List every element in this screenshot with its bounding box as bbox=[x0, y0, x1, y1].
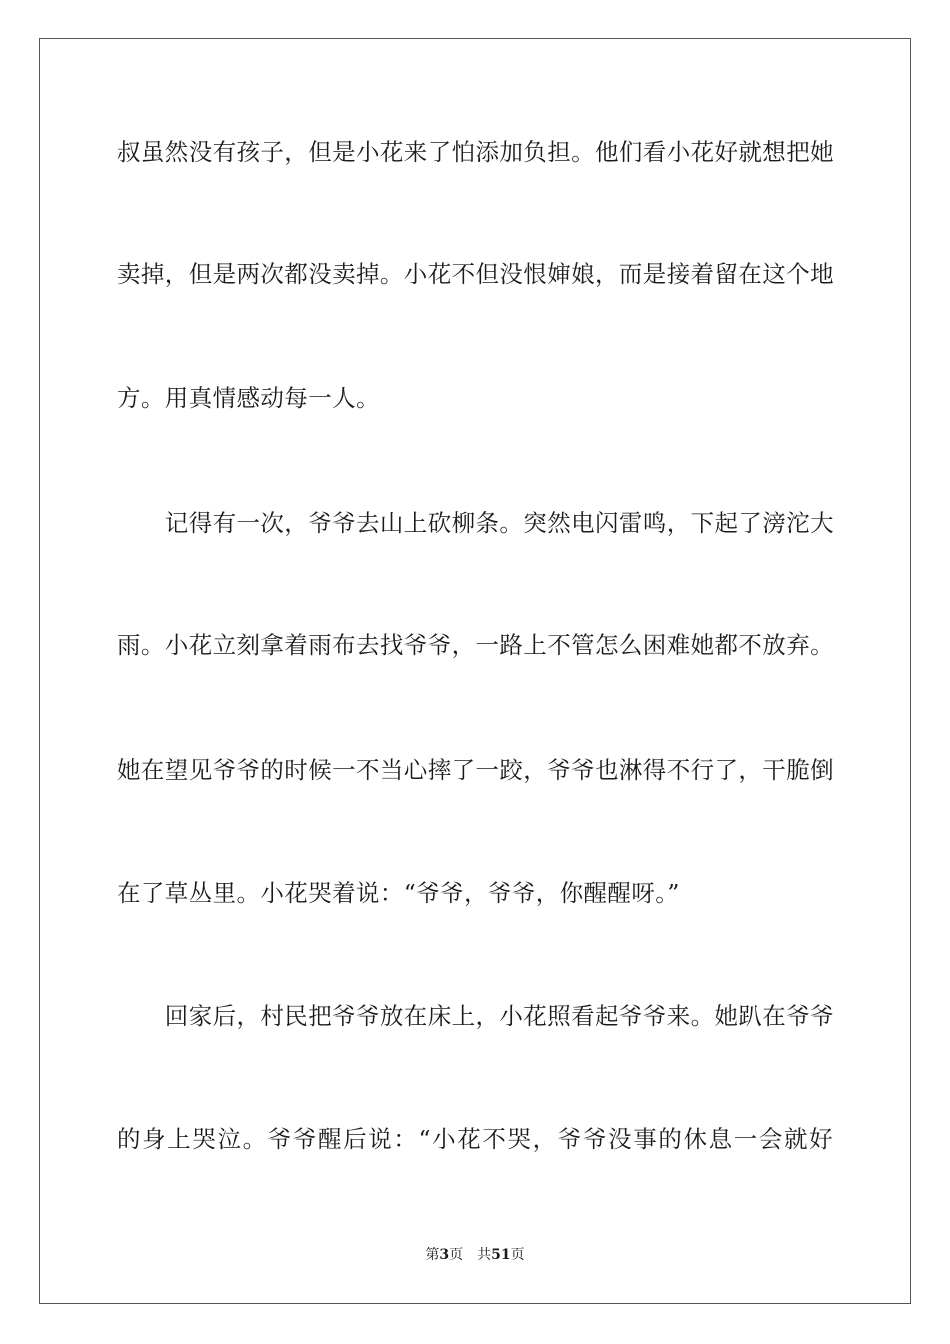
text-line-7: 在了草丛里。小花哭着说：“爷爷，爷爷，你醒醒呀。” bbox=[117, 879, 680, 907]
page-number: 3 bbox=[439, 1247, 450, 1263]
page-suffix: 页 bbox=[449, 1247, 464, 1263]
total-pages: 51 bbox=[491, 1247, 511, 1263]
total-prefix: 共 bbox=[477, 1247, 492, 1263]
text-line-9: 的身上哭泣。爷爷醒后说：“小花不哭，爷爷没事的休息一会就好 bbox=[117, 1125, 833, 1153]
text-line-3: 方。用真情感动每一人。 bbox=[117, 384, 380, 412]
text-line-2: 卖掉，但是两次都没卖掉。小花不但没恨婶娘，而是接着留在这个地 bbox=[117, 260, 834, 288]
page-prefix: 第 bbox=[425, 1247, 440, 1263]
page-border bbox=[39, 38, 911, 1304]
text-line-6: 她在望见爷爷的时候一不当心摔了一跤，爷爷也淋得不行了，干脆倒 bbox=[117, 756, 834, 784]
page-footer bbox=[0, 1246, 950, 1264]
text-line-4: 记得有一次，爷爷去山上砍柳条。突然电闪雷鸣，下起了滂沱大 bbox=[117, 509, 834, 537]
text-line-5: 雨。小花立刻拿着雨布去找爷爷，一路上不管怎么困难她都不放弃。 bbox=[117, 631, 834, 659]
text-line-1: 叔虽然没有孩子，但是小花来了怕添加负担。他们看小花好就想把她 bbox=[117, 138, 834, 166]
text-line-8: 回家后，村民把爷爷放在床上，小花照看起爷爷来。她趴在爷爷 bbox=[117, 1002, 834, 1030]
total-suffix: 页 bbox=[510, 1247, 525, 1263]
